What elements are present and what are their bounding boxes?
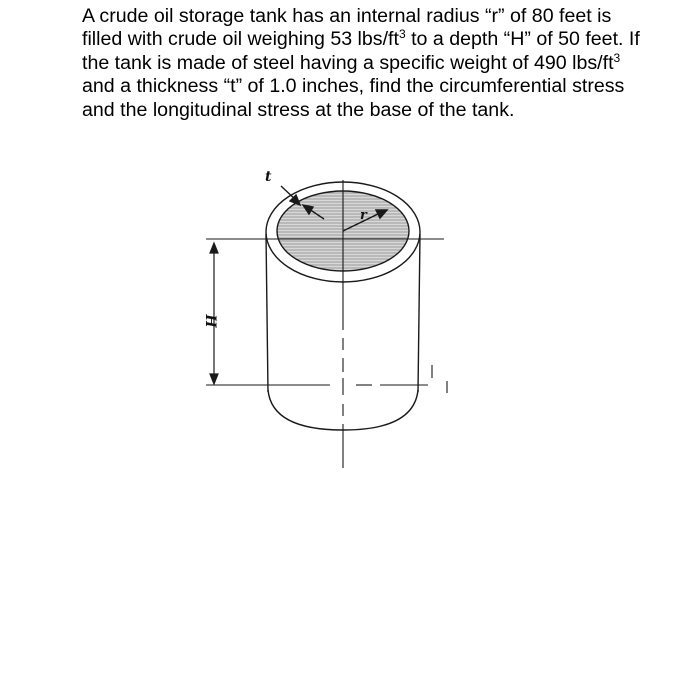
superscript-cubed: 3: [613, 50, 621, 65]
problem-text-part-2: to a depth “H” of 50 feet. If the tank is made of steel having a specific weight of 490 lbs/ft: [82, 28, 640, 74]
problem-text-part-1: A crude oil storage tank has an internal radius “r” of 80 feet is filled with crude oil weighing 53 lbs/ft: [82, 5, 612, 51]
tank-left-wall: [266, 234, 268, 392]
radius-label: r: [360, 208, 367, 223]
tank-right-wall: [418, 234, 420, 392]
height-label: H: [202, 314, 218, 328]
thickness-label: t: [265, 169, 272, 185]
problem-text-part-3: and a thickness “t” of 1.0 inches, find the circumferential stress and the longitudinal stress at the base of the tank.: [82, 75, 625, 121]
superscript-cubed: 3: [398, 27, 406, 42]
